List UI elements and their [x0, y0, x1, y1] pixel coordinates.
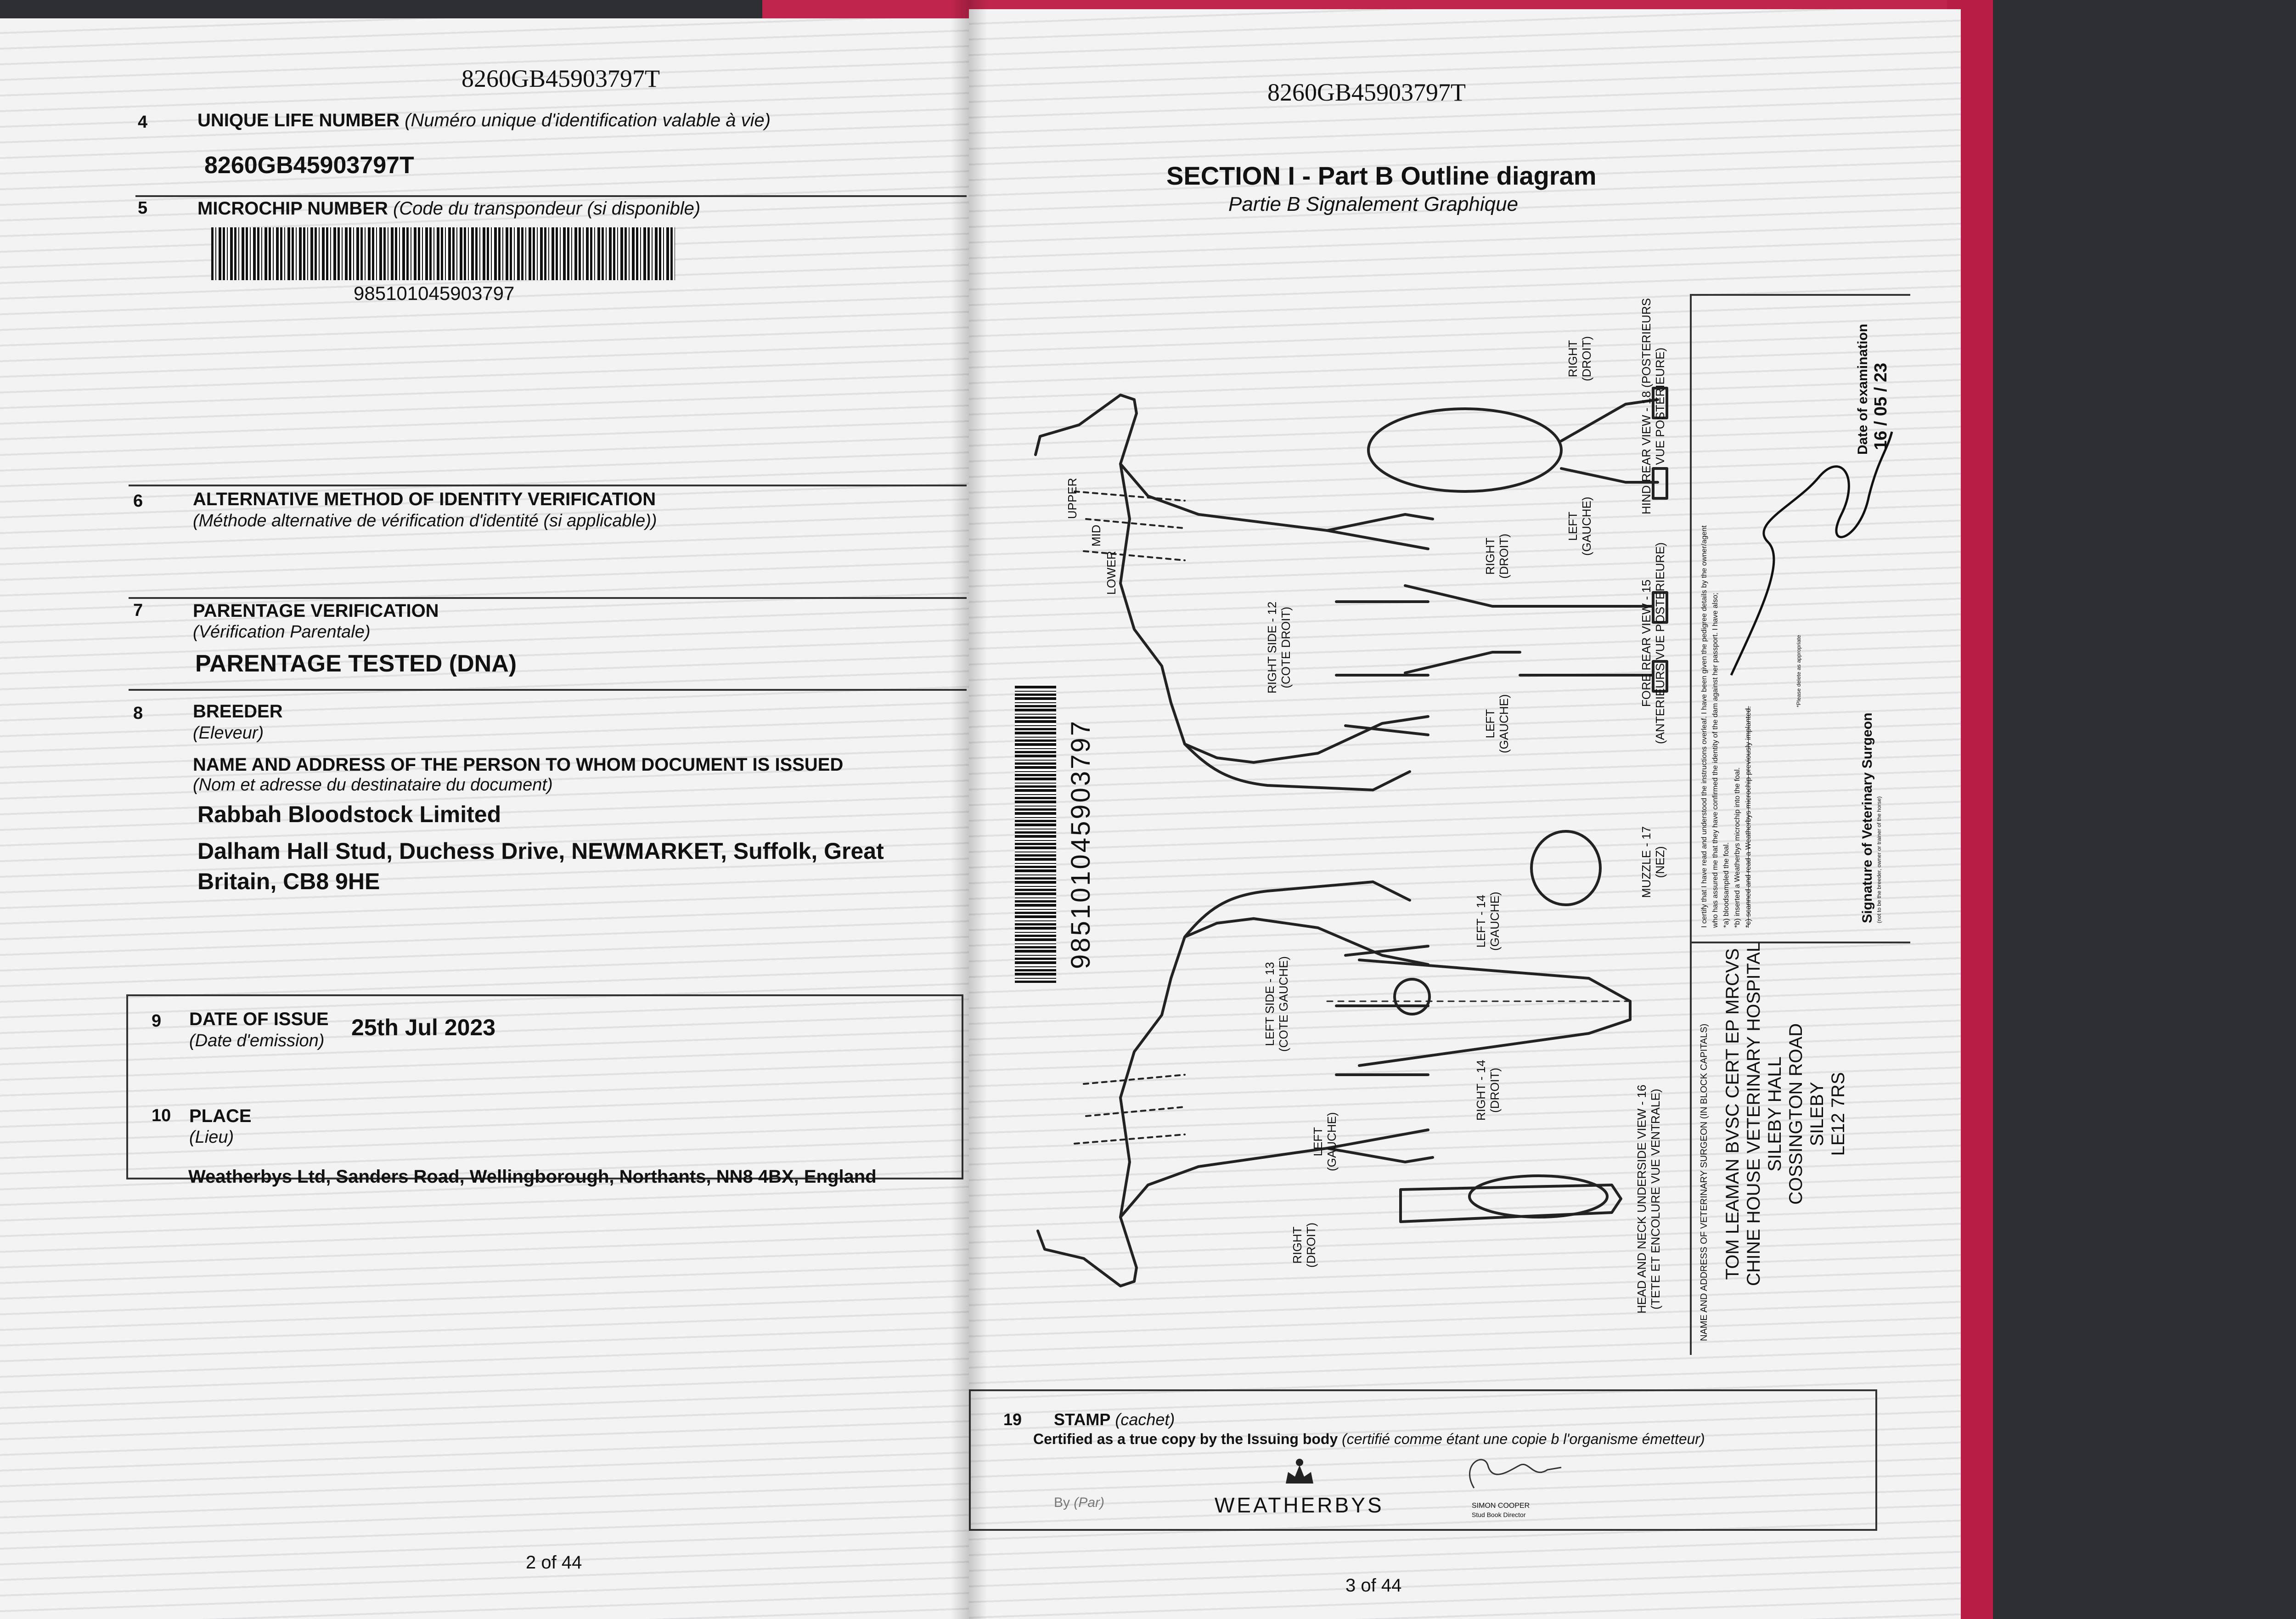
- date-of-issue-sublabel: (Date d'emission): [189, 1031, 325, 1050]
- fore-left-label: LEFT (GAUCHE): [1483, 694, 1511, 753]
- alternative-verification-label: ALTERNATIVE METHOD OF IDENTITY VERIFICATION: [193, 489, 656, 509]
- field-number: 10: [152, 1106, 171, 1125]
- left-side-label: LEFT SIDE - 13 (COTE GAUCHE): [1263, 956, 1290, 1052]
- right-page: [969, 9, 1961, 1619]
- divider: [129, 689, 967, 691]
- top-view-marking: [1395, 979, 1429, 1014]
- field-number: 4: [138, 113, 148, 132]
- signature-label: Signature of Veterinary Surgeon: [1860, 712, 1875, 923]
- right-side-legs: [1327, 530, 1428, 735]
- underside-right-label: RIGHT (DROIT): [1290, 1222, 1318, 1268]
- document-id: 8260GB45903797T: [461, 65, 660, 92]
- underside-left-label: LEFT (GAUCHE): [1311, 1112, 1339, 1171]
- signer-name: SIMON COOPER: [1472, 1502, 1530, 1510]
- field-number: 7: [133, 601, 143, 620]
- place-sublabel: (Lieu): [189, 1128, 234, 1147]
- field-number: 9: [152, 1011, 162, 1031]
- place-label: PLACE: [189, 1106, 252, 1126]
- alternative-verification-sublabel: (Méthode alternative de vérification d'identité (si applicable)): [193, 511, 657, 530]
- right-14-label: RIGHT - 14 (DROIT): [1474, 1060, 1502, 1121]
- fore-rear-legs: [1405, 586, 1520, 673]
- place-value: Weatherbys Ltd, Sanders Road, Wellingborough, Northants, NN8 4BX, England: [188, 1167, 877, 1187]
- left-side-tail: [1185, 882, 1410, 937]
- recipient-sublabel: (Nom et adresse du destinataire du document): [193, 775, 553, 795]
- parentage-verification-label: PARENTAGE VERIFICATION: [193, 601, 439, 621]
- certification-panel-border: [1690, 294, 1910, 296]
- certification-text: I certify that I have read and understood the instructions overleaf. I have been given the pedigree details by the owner/agent who has assured me that they have confirmed the identity of the dam against her passport. I have also; *a) bloodsampled the foal. *b) inserted a Weatherbys microchip into the foal. *c) scanned and read a Weatherbys microchip previously implanted.: [1700, 525, 1752, 928]
- hind-rear-body: [1368, 409, 1561, 491]
- field-number: 6: [133, 491, 143, 511]
- breeder-sublabel: (Eleveur): [193, 723, 264, 743]
- hind-right-label: RIGHT (DROIT): [1566, 336, 1593, 381]
- microchip-number-value: 985101045903797: [354, 282, 515, 304]
- recipient-address-line: Britain, CB8 9HE: [197, 869, 380, 894]
- by-label: By (Par): [1054, 1495, 1105, 1510]
- recipient-address-line: Dalham Hall Stud, Duchess Drive, NEWMARKET, Suffolk, Great: [197, 838, 884, 864]
- side-barcode-number: 985101045903797: [1066, 719, 1096, 969]
- head-underside-jaw: [1469, 1176, 1607, 1217]
- date-of-issue-label: DATE OF ISSUE: [189, 1009, 329, 1029]
- signer-title: Stud Book Director: [1472, 1511, 1526, 1518]
- fore-rear-shanks: [1520, 606, 1653, 675]
- divider: [129, 597, 967, 599]
- certification-panel-border: [1690, 294, 1692, 1355]
- hind-rear-view-label: HIND REAR VIEW - 18 (POSTERIEURS VUE POSTERIEURE): [1639, 298, 1667, 514]
- left-page: [0, 18, 969, 1619]
- right-side-label: RIGHT SIDE - 12 (COTE DROIT): [1265, 601, 1293, 694]
- date-of-issue-value: 25th Jul 2023: [351, 1015, 496, 1040]
- parentage-verification-sublabel: (Vérification Parentale): [193, 622, 371, 642]
- exam-date-value: 16 / 05 / 23: [1871, 362, 1891, 450]
- recipient-name: Rabbah Bloodstock Limited: [197, 801, 501, 827]
- hind-left-label: LEFT (GAUCHE): [1566, 496, 1593, 556]
- fore-rear-view-label: FORE REAR VIEW - 15 (ANTERIEURS VUE POSTERIEURE): [1639, 542, 1667, 744]
- unique-life-number-label: UNIQUE LIFE NUMBER (Numéro unique d'identification valable à vie): [197, 110, 771, 130]
- director-signature: [1456, 1447, 1566, 1497]
- certified-copy-text: Certified as a true copy by the Issuing body (certifié comme étant une copie b l'organisme émetteur): [1033, 1431, 1705, 1447]
- muzzle-outline: [1531, 831, 1600, 905]
- neck-label-mid: MID: [1089, 525, 1103, 547]
- weatherbys-crest-icon: [1281, 1456, 1318, 1488]
- certification-note: *Please delete as appropriate: [1795, 635, 1802, 707]
- microchip-barcode: [211, 227, 675, 280]
- neck-marker-lines-bottom: [1075, 1075, 1185, 1144]
- vet-name-address-block: TOM LEAMAN BVSC CERT EP MRCVS CHINE HOUSE VETERINARY HOSPITAL SILEBY HALL COSSINGTON ROAD SILEBY LE12 7RS: [1722, 942, 1848, 1286]
- field-number: 19: [1003, 1410, 1022, 1429]
- head-neck-view-label: HEAD AND NECK UNDERSIDE VIEW - 16 (TETE ET ENCOLURE VUE VENTRALE): [1635, 1084, 1662, 1314]
- book-spine-shadow: [951, 0, 987, 1619]
- page-number: 2 of 44: [526, 1552, 582, 1573]
- left-side-neck-outline: [1038, 1148, 1433, 1286]
- neck-label-upper: UPPER: [1065, 478, 1079, 519]
- unique-life-number-value: 8260GB45903797T: [204, 152, 414, 179]
- left-14-label: LEFT - 14 (GAUCHE): [1474, 891, 1502, 951]
- breeder-label: BREEDER: [193, 701, 283, 722]
- left-side-legs: [1327, 946, 1428, 1148]
- vet-name-address-label: NAME AND ADDRESS OF VETERINARY SURGEON (IN BLOCK CAPITALS): [1699, 1023, 1709, 1341]
- field-number: 8: [133, 704, 143, 723]
- neck-label-lower: LOWER: [1104, 551, 1118, 595]
- fore-right-label: RIGHT (DROIT): [1483, 533, 1511, 579]
- top-view-body: [1359, 960, 1630, 1066]
- right-side-tail: [1185, 744, 1410, 790]
- section-title: SECTION I - Part B Outline diagram: [1166, 161, 1597, 190]
- microchip-number-label: MICROCHIP NUMBER (Code du transpondeur (si disponible): [197, 198, 701, 219]
- field-number: 5: [138, 198, 148, 218]
- document-id: 8260GB45903797T: [1267, 79, 1466, 106]
- vet-signature: [1704, 423, 1896, 698]
- exam-date-label: Date of examination: [1855, 323, 1870, 455]
- section-subtitle: Partie B Signalement Graphique: [1228, 193, 1519, 215]
- page-number: 3 of 44: [1345, 1575, 1402, 1596]
- recipient-label: NAME AND ADDRESS OF THE PERSON TO WHOM DOCUMENT IS ISSUED: [193, 755, 844, 775]
- divider: [135, 195, 967, 197]
- stamp-label: STAMP (cachet): [1054, 1410, 1175, 1429]
- signature-note: (not to be the breeder, owner or trainer of the horse): [1876, 796, 1882, 923]
- divider: [129, 485, 967, 486]
- weatherbys-logo-text: WEATHERBYS: [1215, 1493, 1384, 1517]
- parentage-verification-value: PARENTAGE TESTED (DNA): [195, 650, 517, 677]
- muzzle-view-label: MUZZLE - 17 (NEZ): [1639, 826, 1667, 898]
